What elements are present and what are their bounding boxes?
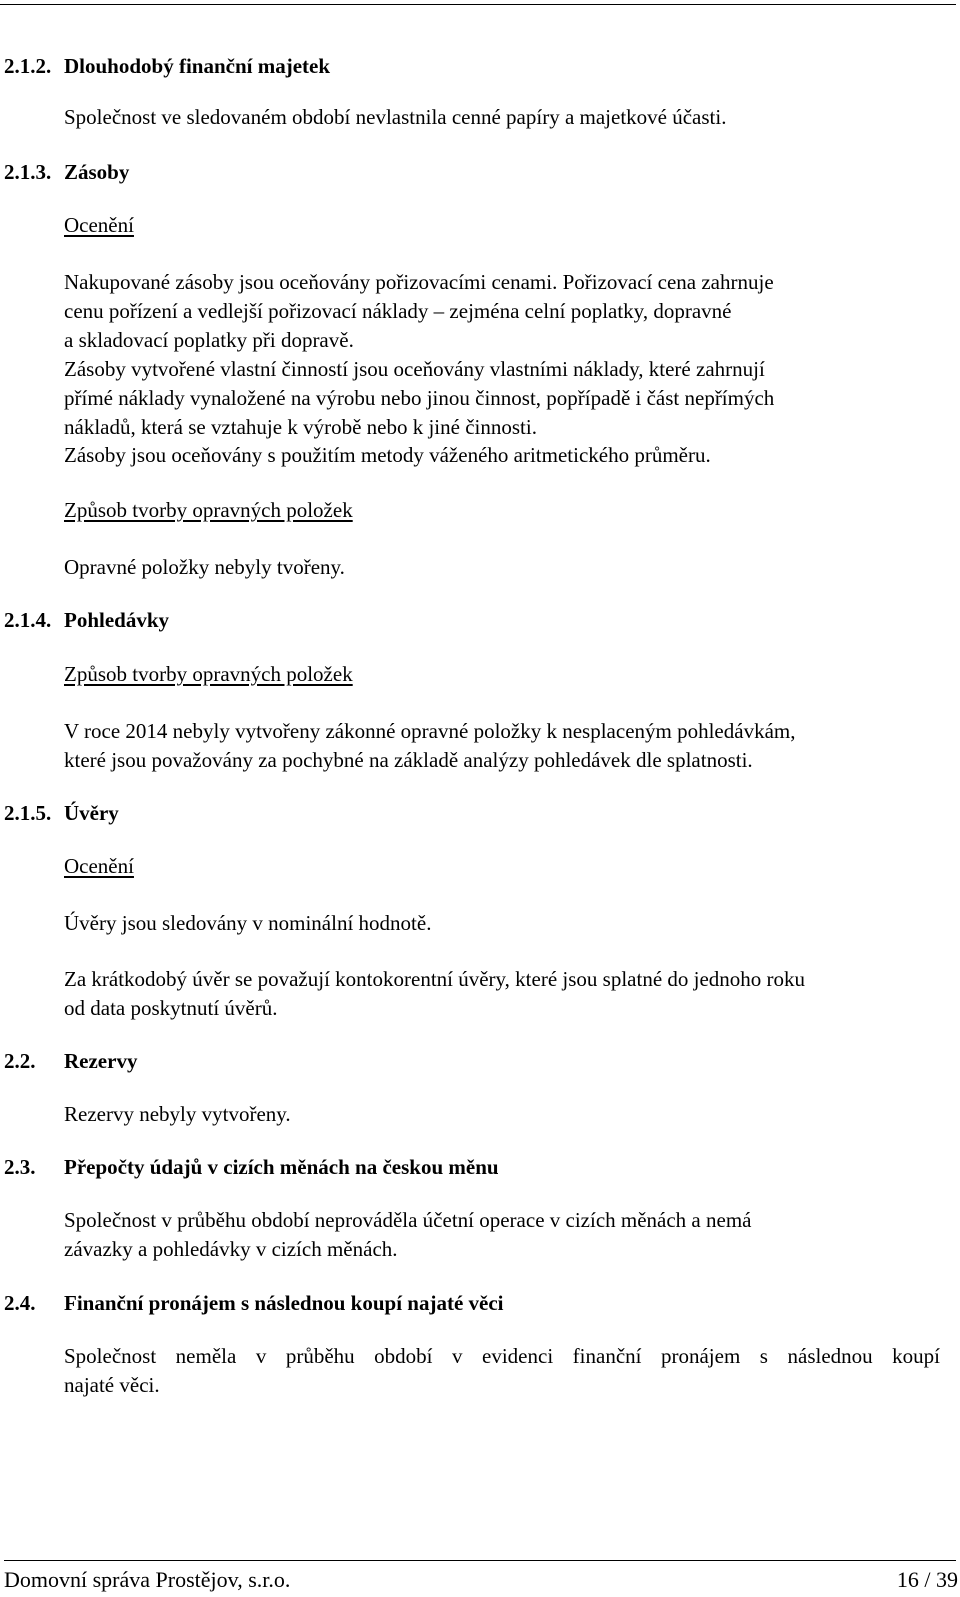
paragraph-line: nákladů, která se vztahuje k výrobě nebo k jiné činnosti.: [64, 415, 537, 439]
paragraph-line: V roce 2014 nebyly vytvořeny zákonné opravné položky k nesplaceným pohledávkám,: [64, 719, 796, 743]
paragraph-line: Společnost ve sledovaném období nevlastnila cenné papíry a majetkové účasti.: [64, 105, 727, 129]
paragraph-line: Úvěry jsou sledovány v nominální hodnotě.: [64, 911, 432, 935]
section-heading: Úvěry: [64, 801, 119, 825]
subheading: Způsob tvorby opravných položek: [64, 498, 353, 522]
footer-company: Domovní správa Prostějov, s.r.o.: [4, 1567, 291, 1592]
subheading: Způsob tvorby opravných položek: [64, 662, 353, 686]
paragraph-line: Opravné položky nebyly tvořeny.: [64, 555, 345, 579]
section-heading: Dlouhodobý finanční majetek: [64, 54, 331, 78]
section-heading: Zásoby: [64, 160, 130, 184]
section-number: 2.3.: [4, 1155, 36, 1179]
section-number: 2.4.: [4, 1291, 36, 1315]
section-number: 2.1.3.: [4, 160, 52, 184]
paragraph-line: Za krátkodobý úvěr se považují kontokorentní úvěry, které jsou splatné do jednoho roku: [64, 967, 806, 991]
section-heading: Přepočty údajů v cizích měnách na českou měnu: [64, 1155, 499, 1179]
section-number: 2.1.4.: [4, 608, 52, 632]
paragraph-line: Společnost v průběhu období neprováděla účetní operace v cizích měnách a nemá: [64, 1208, 752, 1232]
paragraph-line: Společnost neměla v průběhu období v evidenci finanční pronájem s následnou koupí: [64, 1344, 940, 1368]
top-rule: [0, 4, 956, 5]
section-heading: Finanční pronájem s následnou koupí najaté věci: [64, 1291, 504, 1315]
footer-rule: [4, 1560, 956, 1561]
paragraph-line: od data poskytnutí úvěrů.: [64, 996, 278, 1020]
subheading: Ocenění: [64, 854, 134, 878]
subheading: Ocenění: [64, 213, 134, 237]
paragraph-line: cenu pořízení a vedlejší pořizovací náklady – zejména celní poplatky, dopravné: [64, 299, 732, 323]
section-heading: Rezervy: [64, 1049, 138, 1073]
paragraph-line: Rezervy nebyly vytvořeny.: [64, 1102, 291, 1126]
paragraph-line: Nakupované zásoby jsou oceňovány pořizovacími cenami. Pořizovací cena zahrnuje: [64, 270, 774, 294]
paragraph-line: Zásoby jsou oceňovány s použitím metody váženého aritmetického průměru.: [64, 443, 711, 467]
paragraph-line: přímé náklady vynaložené na výrobu nebo jinou činnost, popřípadě i část nepřímých: [64, 386, 775, 410]
paragraph-line: které jsou považovány za pochybné na základě analýzy pohledávek dle splatnosti.: [64, 748, 753, 772]
section-number: 2.1.2.: [4, 54, 52, 78]
section-number: 2.2.: [4, 1049, 36, 1073]
section-heading: Pohledávky: [64, 608, 170, 632]
paragraph-line: a skladovací poplatky při dopravě.: [64, 328, 354, 352]
footer-page-number: 16 / 39: [896, 1567, 958, 1592]
paragraph-line: Zásoby vytvořené vlastní činností jsou oceňovány vlastními náklady, které zahrnují: [64, 357, 765, 381]
paragraph-line: závazky a pohledávky v cizích měnách.: [64, 1237, 398, 1261]
section-number: 2.1.5.: [4, 801, 52, 825]
paragraph-line: najaté věci.: [64, 1373, 160, 1397]
